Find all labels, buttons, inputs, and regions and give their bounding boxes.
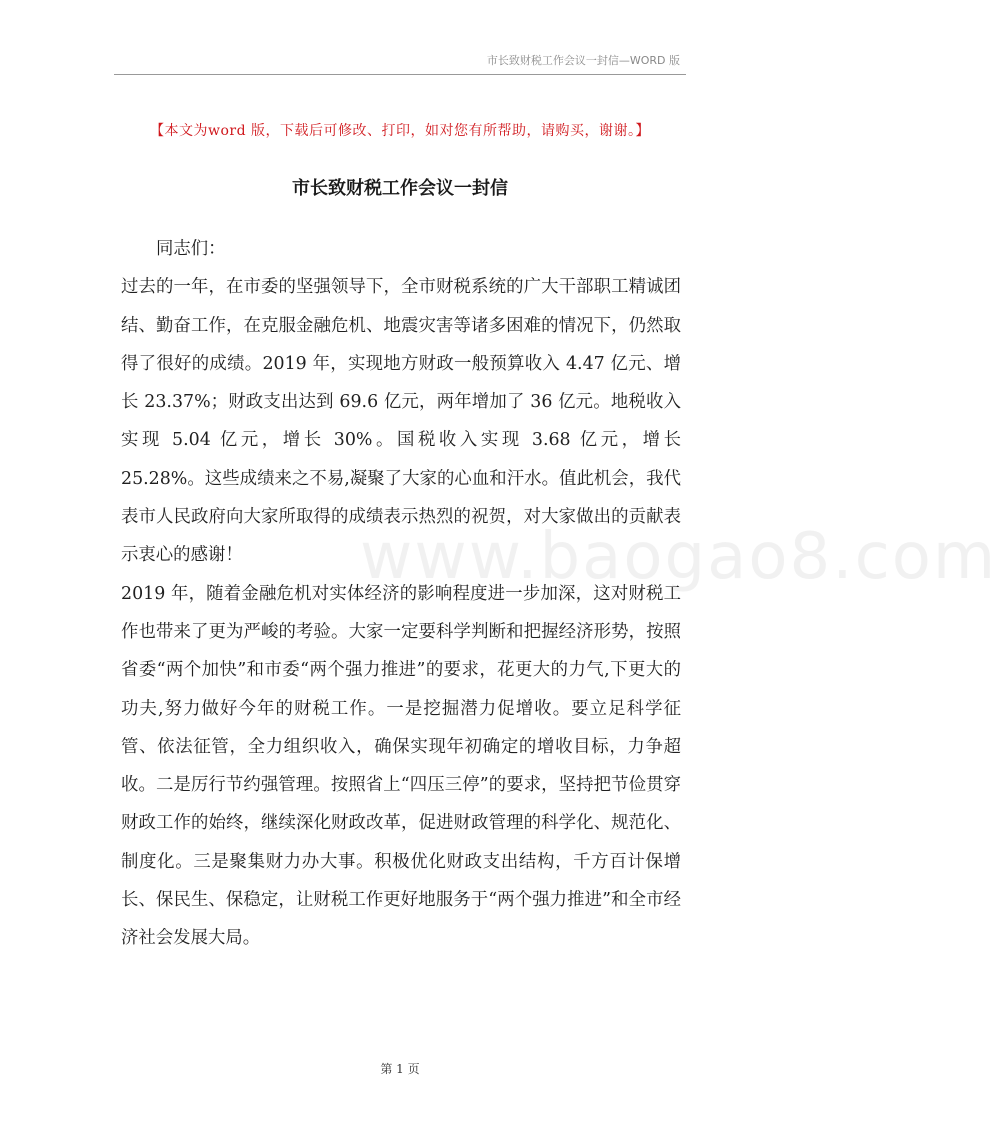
download-notice: 【本文为word 版，下载后可修改、打印，如对您有所帮助，请购买，谢谢。】 <box>149 123 650 139</box>
header-divider <box>114 74 686 75</box>
paragraph-2: 2019 年，随着金融危机对实体经济的影响程度进一步加深，这对财税工作也带来了更为严峻的考验。大家一定要科学判断和把握经济形势，按照省委“两个加快”和市委“两个强力推进”的要求，花更大的力气,下更大的功夫,努力做好今年的财税工作。一是挖掘潜力促增收。要立足科学征管、依法征管，全力组织收入，确保实现年初确定的增收目标，力争超收。二是厉行节约强管理。按照省上“四压三停”的要求，坚持把节俭贯穿财政工作的始终，继续深化财政改革，促进财政管理的科学化、规范化、制度化。三是聚集财力办大事。积极优化财政支出结构，千方百计保增长、保民生、保稳定，让财税工作更好地服务于“两个强力推进”和全市经济社会发展大局。 <box>121 583 681 949</box>
watermark: www.baogao8.com <box>360 520 997 594</box>
letter-body <box>121 230 681 958</box>
document-title: 市长致财税工作会议一封信 <box>292 178 508 199</box>
page-number: 第 1 页 <box>380 1062 420 1076</box>
paragraph-1: 过去的一年，在市委的坚强领导下，全市财税系统的广大干部职工精诚团结、勤奋工作，在克服金融危机、地震灾害等诸多困难的情况下，仍然取得了很好的成绩。2019 年，实现地方财政一般预算收入 4.47 亿元、增长 23.37%；财政支出达到 69.6 亿元，两年增加了 36 亿元。地税收入实现 5.04 亿元，增长 30%。国税收入实现 3.68 亿元，增长 25.28%。这些成绩来之不易,凝聚了大家的心血和汗水。值此机会，我代表市人民政府向大家所取得的成绩表示热烈的祝贺，对大家做出的贡献表示衷心的感谢！ <box>121 277 681 566</box>
running-header: 市长致财税工作会议一封信—WORD 版 <box>486 54 680 67</box>
salutation: 同志们： <box>156 239 226 259</box>
